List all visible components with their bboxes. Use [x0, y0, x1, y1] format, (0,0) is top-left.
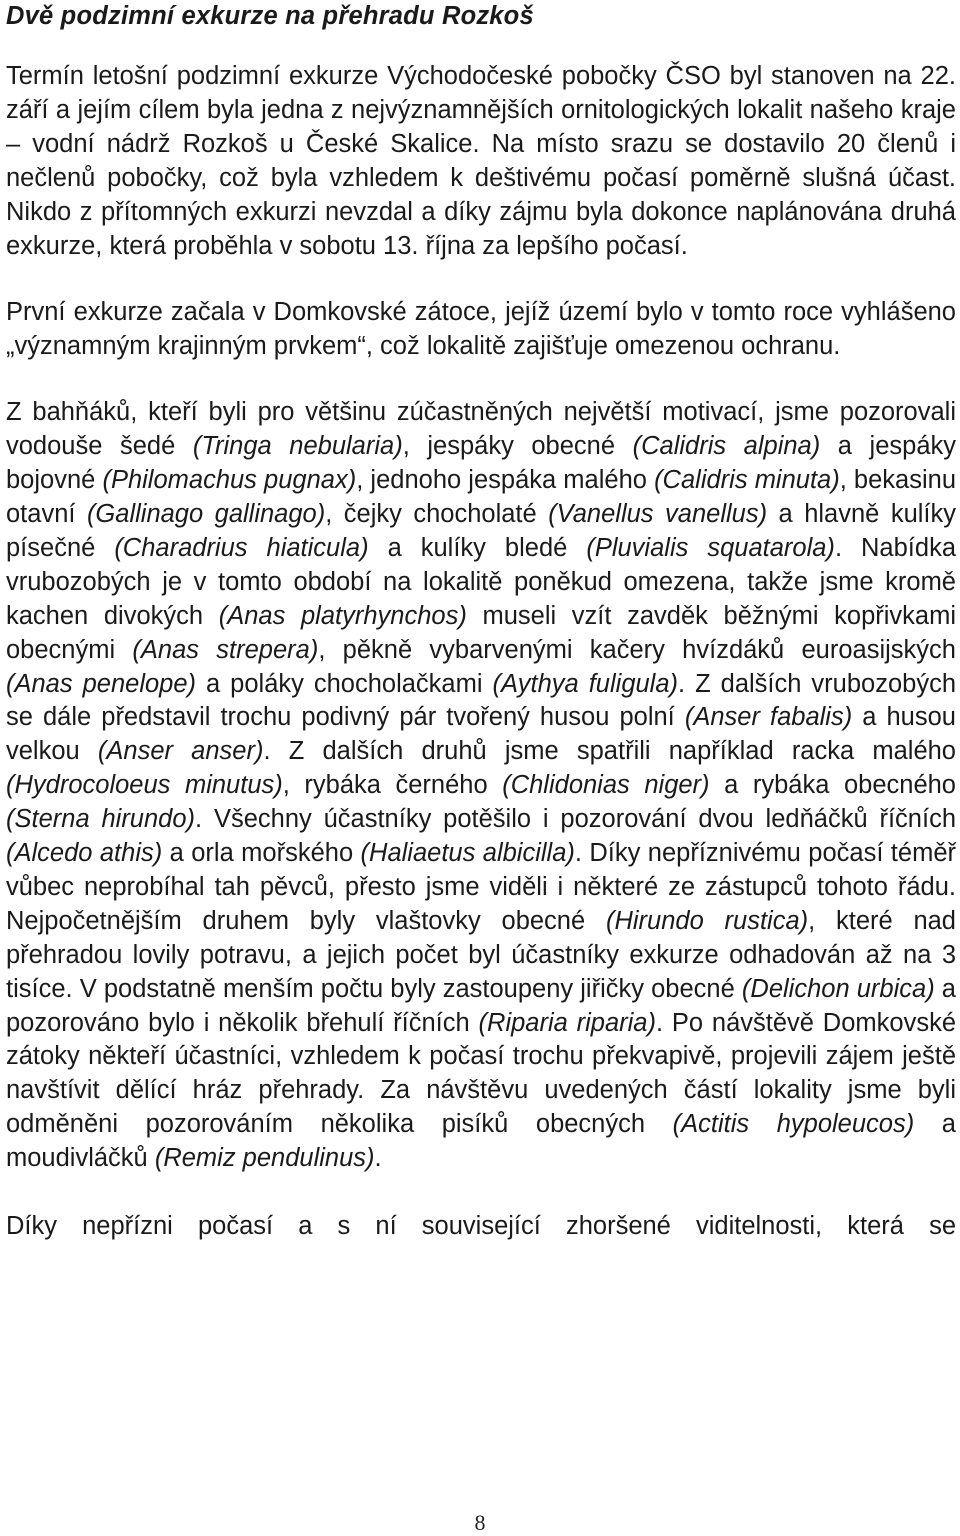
text-run: . Z dalších vrubozobých se dále představil trochu podivný pár tvořený husou polní	[6, 669, 957, 732]
text-run: a pozorováno bylo i několik břehulí říčních	[6, 974, 956, 1037]
text-run: První exkurze začala v Domkovské zátoce, jejíž území bylo v tomto roce vyhlášeno „významným krajinným prvkem“, což lokalitě zajišťuje omezenou ochranu.	[6, 298, 956, 361]
text-run: a husou velkou	[6, 703, 956, 766]
text-run: .	[374, 1144, 382, 1173]
species-latin-name: (Calidris alpina)	[632, 432, 821, 461]
text-run: , jednoho jespáka malého	[356, 466, 655, 495]
text-run: Termín letošní podzimní exkurze Východočeské pobočky ČSO byl stanoven na 22. září a jejím cílem byla jedna z nejvýznamnějších ornitologických lokalit našeho kraje – vodní nádrž Rozkoš u České Skalice. Na místo srazu se dostavilo 20 členů i nečlenů pobočky, což byla vzhledem k deštivému počasí poměrně slušná účast. Nikdo z přítomných exkurzi nevzdal a díky zájmu byla dokonce naplánována druhá exkurze, která proběhla v sobotu 13. října za lepšího počasí.	[6, 62, 956, 260]
species-latin-name: (Anser fabalis)	[684, 703, 853, 732]
species-latin-name: (Tringa nebularia)	[192, 432, 403, 461]
text-run: , které nad přehradou lovily potravu, a jejich počet byl účastníky exkurze odhadován až na 3 tisíce. V podstatně menším počtu byly zastoupeny jiřičky obecné	[6, 906, 956, 1003]
paragraph-1	[6, 60, 956, 263]
species-latin-name: (Pluvialis squatarola)	[586, 533, 835, 562]
species-latin-name: (Charadrius hiaticula)	[114, 533, 369, 562]
paragraph-2	[6, 296, 956, 364]
article-title: Dvě podzimní exkurze na přehradu Rozkoš	[6, 2, 534, 30]
species-latin-name: (Gallinago gallinago)	[86, 499, 326, 528]
species-latin-name: (Anser anser)	[97, 737, 264, 766]
species-latin-name: (Haliaetus albicilla)	[360, 839, 575, 868]
text-run: Díky nepřízni počasí a s ní související zhoršené viditelnosti, která se	[6, 1212, 956, 1241]
species-latin-name: (Hirundo rustica)	[605, 906, 809, 935]
text-run: , bekasinu otavní	[6, 466, 956, 528]
species-latin-name: (Alcedo athis)	[6, 839, 163, 868]
text-run: . Po návštěvě Domkovské zátoky někteří účastníci, vzhledem k počasí trochu překvapivě, projevili zájem ještě navštívit dělící hráz přehrady. Za návštěvu uvedených částí lokality jsme byli odměněni pozorováním několika pisíků obecných	[6, 1008, 956, 1139]
text-run: . Nabídka vrubozobých je v tomto období na lokalitě poněkud omezena, takže jsme kromě kachen divokých	[6, 533, 956, 630]
paragraph-3	[6, 396, 956, 1176]
text-run: . Všechny účastníky potěšilo i pozorování dvou ledňáčků říčních	[195, 805, 957, 834]
species-latin-name: (Philomachus pugnax)	[102, 466, 357, 495]
species-latin-name: (Aythya fuligula)	[492, 669, 679, 698]
species-latin-name: (Anas penelope)	[6, 669, 197, 698]
species-latin-name: (Vanellus vanellus)	[548, 499, 768, 528]
text-run: a kulíky bledé	[368, 533, 587, 562]
text-run: , pěkně vybarvenými kačery hvízdáků euroasijských	[318, 635, 956, 664]
text-run: Z bahňáků, kteří byli pro většinu zúčastněných největší motivací, jsme pozorovali vodouše šedé	[6, 398, 956, 461]
species-latin-name: (Remiz pendulinus)	[154, 1144, 375, 1173]
species-latin-name: (Sterna hirundo)	[6, 805, 196, 834]
text-run: , čejky chocholaté	[325, 499, 549, 528]
species-latin-name: (Anas platyrhynchos)	[218, 601, 467, 630]
species-latin-name: (Riparia riparia)	[478, 1008, 656, 1037]
text-run: a rybáka obecného	[709, 771, 956, 800]
species-latin-name: (Calidris minuta)	[654, 466, 840, 495]
text-run: a hlavně kulíky písečné	[6, 499, 957, 562]
species-latin-name: (Chlidonias niger)	[502, 771, 710, 800]
species-latin-name: (Actitis hypoleucos)	[672, 1110, 915, 1139]
document-page	[6, 0, 956, 1244]
species-latin-name: (Anas strepera)	[132, 635, 319, 664]
species-latin-name: (Hydrocoloeus minutus)	[6, 771, 283, 800]
text-run: a jespáky bojovné	[6, 432, 957, 495]
text-run: . Z dalších druhů jsme spatřili například racka malého	[263, 737, 956, 766]
text-run: , rybáka černého	[282, 771, 503, 800]
text-run: a orla mořského	[162, 839, 361, 868]
text-run: a moudivláčků	[6, 1110, 956, 1173]
text-run: , jespáky obecné	[402, 432, 633, 461]
species-latin-name: (Delichon urbica)	[741, 974, 935, 1003]
paragraph-4	[6, 1210, 956, 1244]
text-run: a poláky chocholačkami	[196, 669, 493, 698]
text-run: . Díky nepříznivému počasí téměř vůbec neprobíhal tah pěvců, přesto jsme viděli i některé ze zástupců tohoto řádu. Nejpočetnějším druhem byly vlaštovky obecné	[6, 839, 956, 935]
text-run: museli vzít zavděk běžnými kopřivkami obecnými	[6, 601, 957, 664]
page-number: 8	[474, 1510, 486, 1535]
